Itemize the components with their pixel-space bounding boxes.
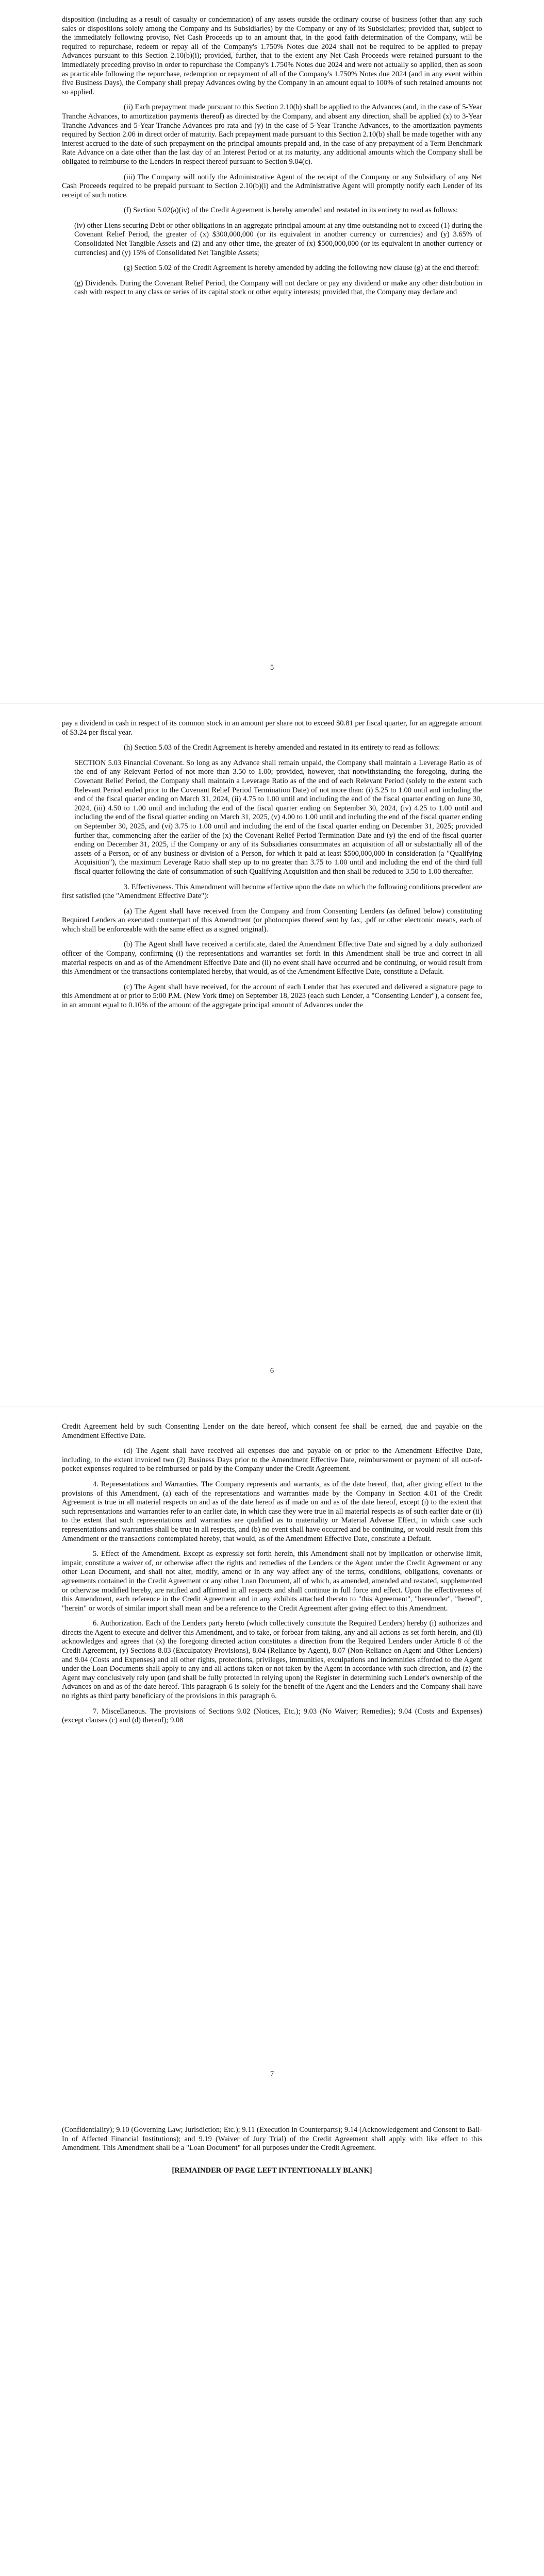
paragraph-condition-d: (d) The Agent shall have received all expenses due and payable on or prior to the Amendment Effective Date, including, to the extent invoiced two (2) Business Days prior to the Amendment Effective Date, reimbursement or payment of all out-of-pocket expenses required to be reimbursed or paid by the Company under the Credit Agreement. xyxy=(62,1447,482,1473)
page-number: 6 xyxy=(270,1367,274,1375)
document-page-5 xyxy=(0,0,544,703)
document-page-7 xyxy=(0,1406,544,2110)
paragraph-4-representations: 4. Representations and Warranties. The Company represents and warrants, as of the date hereof, that, after giving effect to the provisions of this Amendment, (a) each of the representations and warranties made by the Company in Section 4.01 of the Credit Agreement is true in all material respects on and as of the date hereof as if made on and as of the date hereof, except (i) to the extent that such representations and warranties refer to an earlier date, in which case they were true in all material respects as of such earlier date or (ii) to the extent that such representations and warranties are qualified as to materiality or Material Adverse Effect, in which case such representations and warranties shall be true in all respects, and (b) no event shall have occurred and be continuing, or would result from this Amendment or the transactions contemplated hereby, that would, as of the Amendment Effective Date, constitute a Default. xyxy=(62,1480,482,1543)
paragraph-6-authorization: 6. Authorization. Each of the Lenders party hereto (which collectively constitute the Required Lenders) hereby (i) authorizes and directs the Agent to execute and deliver this Amendment, and to take, or forbear from taking, any and all actions as set forth herein, and (ii) acknowledges and agrees that (x) the foregoing directed action constitutes a direction from the Required Lenders under Article 8 of the Credit Agreement, (y) Sections 8.03 (Exculpatory Provisions), 8.04 (Reliance by Agent), 8.07 (Non-Reliance on Agent and Other Lenders) and 9.04 (Costs and Expenses) and all other rights, protections, privileges, immunities, exculpations and indemnities afforded to the Agent under the Loan Documents shall apply to any and all actions taken or not taken by the Agent in accordance with such direction, and (z) the Agent may conclusively rely upon (and shall be fully protected in relying upon) the Register in determining such Lender's ownership of the Advances on and as of the date hereof. This paragraph 6 is solely for the benefit of the Agent and the Lenders and the Company shall have no rights as third party beneficiary of the provisions in this paragraph 6. xyxy=(62,1619,482,1701)
paragraph-2-10-b-ii: (ii) Each prepayment made pursuant to this Section 2.10(b) shall be applied to the Advances (and, in the case of 5-Year Tranche Advances, to amortization payments thereof) as directed by the Company, and absent any direction, shall be applied (x) to 3-Year Tranche Advances and 5-Year Tranche Advances pro rata and (y) in the case of 5-Year Tranche Advances, to the amortization payments required by Section 2.06 in direct order of maturity. Each prepayment made pursuant to this Section 2.10(b) shall be made together with any interest accrued to the date of such prepayment on the principal amounts prepaid and, in the case of any prepayment of a Term Benchmark Rate Advance on a date other than the last day of an Interest Period or at its maturity, any additional amounts which the Company shall be obligated to reimburse to the Lenders in respect thereof pursuant to Section 9.04(c). xyxy=(62,103,482,166)
paragraph-condition-c: (c) The Agent shall have received, for the account of each Lender that has executed and delivered a signature page to this Amendment at or prior to 5:00 P.M. (New York time) on September 18, 2023 (each such Lender, a "Consenting Lender"), a consent fee, in an amount equal to 0.10% of the amount of the aggregate principal amount of Advances under the xyxy=(62,982,482,1010)
paragraph-amendment-g: (g) Section 5.02 of the Credit Agreement is hereby amended by adding the following new clause (g) at the end thereof: xyxy=(124,264,479,273)
paragraph-consent-fee-continued: Credit Agreement held by such Consenting Lender on the date hereof, which consent fee shall be earned, due and payable on the Amendment Effective Date. xyxy=(62,1422,482,1440)
paragraph-dividend-continued: pay a dividend in cash in respect of its common stock in an amount per share not to exceed $0.81 per fiscal quarter, for an aggregate amount of $3.24 per fiscal year. xyxy=(62,719,482,737)
paragraph-condition-b: (b) The Agent shall have received a certificate, dated the Amendment Effective Date and signed by a duly authorized officer of the Company, confirming (i) the representations and warranties set forth in this Amendment shall be true and correct in all material respects on and as of the Amendment Effective Date and (ii) no event shall have occurred and be continuing, or would result from this Amendment or the transactions contemplated hereby, that would, as of the Amendment Effective Date, constitute a Default. xyxy=(62,940,482,976)
paragraph-amendment-f: (f) Section 5.02(a)(iv) of the Credit Agreement is hereby amended and restated in its entirety to read as follows: xyxy=(124,206,458,215)
paragraph-7-miscellaneous: 7. Miscellaneous. The provisions of Sections 9.02 (Notices, Etc.); 9.03 (No Waiver; Remedies); 9.04 (Costs and Expenses) (except clauses (c) and (d) thereof); 9.08 xyxy=(62,1707,482,1725)
paragraph-section-5-03-financial-covenant: SECTION 5.03 Financial Covenant. So long as any Advance shall remain unpaid, the Company shall maintain a Leverage Ratio as of the end of any Relevant Period of not more than 3.50 to 1.00; provided, however, that notwithstanding the foregoing, during the Covenant Relief Period, the Company shall maintain a Leverage Ratio as of the end of each Relevant Period (solely to the extent such Relevant Period ended prior to the Covenant Relief Period Termination Date) of not more than: (i) 5.25 to 1.00 until and including the end of the fiscal quarter ending on March 31, 2024, (ii) 4.75 to 1.00 until and including the end of the fiscal quarter ending on June 30, 2024, (iii) 4.50 to 1.00 until and including the end of the fiscal quarter ending on September 30, 2024, (iv) 4.25 to 1.00 until and including the end of the fiscal quarter ending on March 31, 2025, (v) 4.00 to 1.00 until and including the end of the fiscal quarter ending on September 30, 2025, and (vi) 3.75 to 1.00 until and including the end of the fiscal quarter ending on December 31, 2025; provided further that, commencing after the earlier of the (x) the Covenant Relief Period Termination Date and (y) the end of the fiscal quarter ending on December 31, 2025, if the Company or any of its Subsidiaries consummates an acquisition of all or substantially all of the assets of a Person, or of any business or division of a Person, for which it paid at least $500,000,000 in consideration (a "Qualifying Acquisition"), the maximum Leverage Ratio shall step up to no greater than 3.75 to 1.00 until and including the end of the third full fiscal quarter following the date of consummation of such Qualifying Acquisition and then shall be reduced to 3.50 to 1.00 thereafter. xyxy=(74,758,482,876)
paragraph-miscellaneous-continued: (Confidentiality); 9.10 (Governing Law; Jurisdiction; Etc.); 9.11 (Execution in Counterparts); 9.14 (Acknowledgement and Consent to Bail-In of Affected Financial Institutions); and 9.19 (Waiver of Jury Trial) of the Credit Agreement shall apply with like effect to this Amendment. This Amendment shall be a "Loan Document" for all purposes under the Credit Agreement. xyxy=(62,2126,482,2153)
remainder-blank-notice: [REMAINDER OF PAGE LEFT INTENTIONALLY BLANK] xyxy=(172,2166,372,2175)
document-page-6 xyxy=(0,703,544,1406)
page-number: 7 xyxy=(270,2070,274,2078)
paragraph-5-effect: 5. Effect of the Amendment. Except as expressly set forth herein, this Amendment shall not by implication or otherwise limit, impair, constitute a waiver of, or otherwise affect the rights and remedies of the Lenders or the Agent under the Credit Agreement or any other Loan Document, and shall not alter, modify, amend or in any way affect any of the terms, conditions, obligations, covenants or agreements contained in the Credit Agreement or any other Loan Document, all of which, as amended, amended and restated, supplemented or otherwise modified hereby, are ratified and affirmed in all respects and shall continue in full force and effect. Upon the effectiveness of this Amendment, each reference in the Credit Agreement and in any exhibits attached thereto to "this Agreement", "hereunder", "hereof", "herein" or words of similar import shall mean and be a reference to the Credit Agreement after giving effect to this Amendment. xyxy=(62,1550,482,1613)
paragraph-3-effectiveness: 3. Effectiveness. This Amendment will become effective upon the date on which the following conditions precedent are first satisfied (the "Amendment Effective Date"): xyxy=(62,883,482,901)
paragraph-amendment-h: (h) Section 5.03 of the Credit Agreement is hereby amended and restated in its entirety to read as follows: xyxy=(124,743,440,752)
page-number: 5 xyxy=(270,664,274,672)
document-page-8 xyxy=(0,2110,544,2576)
paragraph-condition-a: (a) The Agent shall have received from the Company and from Consenting Lenders (as defined below) constituting Required Lenders an executed counterpart of this Amendment (or photocopies thereof sent by fax, .pdf or other electronic means, each of which shall be enforceable with the same effect as a signed original). xyxy=(62,907,482,934)
paragraph-clause-iv-liens: (iv) other Liens securing Debt or other obligations in an aggregate principal amount at any time outstanding not to exceed (1) during the Covenant Relief Period, the greater of (x) $300,000,000 (or its equivalent in another currency or currencies) and (y) 3.65% of Consolidated Net Tangible Assets and (2) and any other time, the greater of (x) $500,000,000 (or its equivalent in another currency or currencies) and (y) 15% of Consolidated Net Tangible Assets; xyxy=(74,221,482,257)
paragraph-2-10-b-iii: (iii) The Company will notify the Administrative Agent of the receipt of the Company or any Subsidiary of any Net Cash Proceeds required to be prepaid pursuant to Section 2.10(b)(i) and the Administrative Agent will promptly notify each Lender of its receipt of such notice. xyxy=(62,173,482,199)
paragraph-disposition-continued: disposition (including as a result of casualty or condemnation) of any assets outside the ordinary course of business (other than any such sales or dispositions solely among the Company and its Subsidiaries) by the Company or any of its Subsidiaries; provided that, subject to the immediately following proviso, Net Cash Proceeds up to an amount that, in the good faith determination of the Company, will be required to repurchase, redeem or repay all of the Company's 1.750% Notes due 2024 shall not be required to be applied to prepay Advances pursuant to this Section 2.10(b)(i); provided, further, that to the extent any Net Cash Proceeds were retained pursuant to the immediately preceding proviso in order to repurchase the Company's 1.750% Notes due 2024 and were not actually so applied, then as soon as practicable following the repurchase, redemption or repayment of all of the Company's 1.750% Notes due 2024 (and in any event within five Business Days), the Company shall prepay Advances owing by the Company in an amount equal to 100% of such retained amounts not so applied. xyxy=(62,15,482,96)
paragraph-clause-g-dividends: (g) Dividends. During the Covenant Relief Period, the Company will not declare or pay any dividend or make any other distribution in cash with respect to any class or series of its capital stock or other equity interests; provided that, the Company may declare and xyxy=(74,279,482,297)
